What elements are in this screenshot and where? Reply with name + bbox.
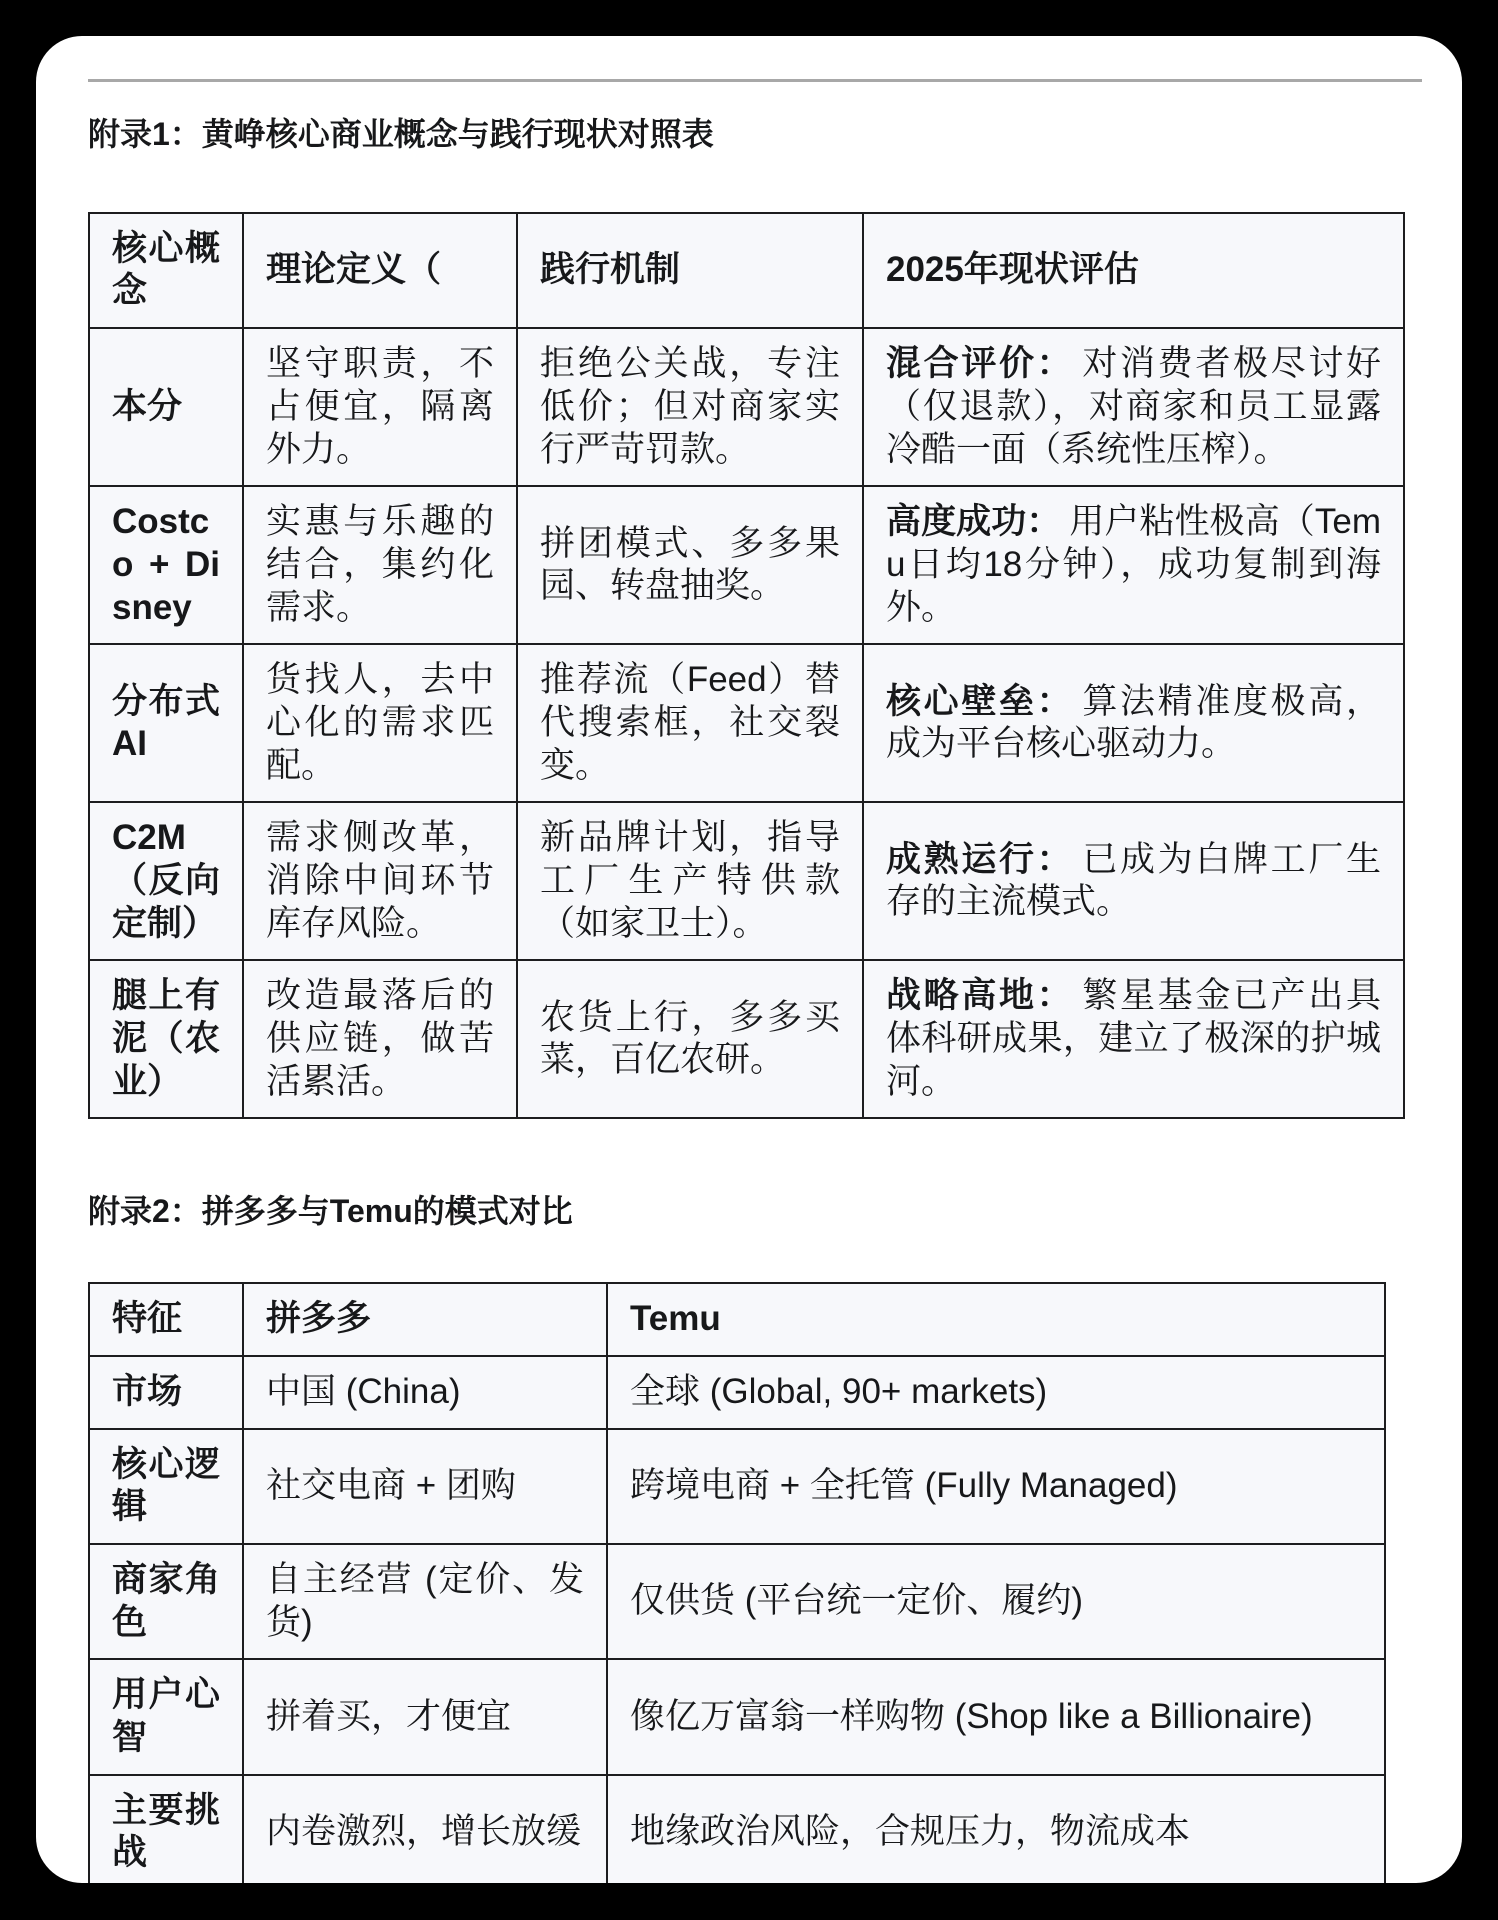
table-row	[89, 1356, 1385, 1429]
status-label: 混合评价：	[886, 344, 1075, 384]
status-cell	[863, 328, 1404, 486]
table-row	[89, 1775, 1385, 1883]
header-cell-mechanism: 践行机制	[517, 213, 863, 328]
table-row	[89, 328, 1404, 486]
status-label: 战略高地：	[886, 976, 1075, 1016]
feature-cell: 核心逻辑	[89, 1429, 243, 1544]
header-cell-definition: 理论定义（	[243, 213, 517, 328]
appendix1-title: 附录1：黄峥核心商业概念与践行现状对照表	[88, 116, 714, 152]
header-cell-temu: Temu	[607, 1283, 1385, 1356]
table-row	[89, 960, 1404, 1118]
status-cell	[863, 802, 1404, 960]
mechanism-cell: 农货上行，多多买菜，百亿农研。	[517, 960, 863, 1118]
header-cell-feature: 特征	[89, 1283, 243, 1356]
status-text: 用户粘性极高（Temu日均18分钟），成功复制到海外。	[886, 502, 1381, 627]
table-row	[89, 644, 1404, 802]
appendix2-title: 附录2：拼多多与Temu的模式对比	[88, 1193, 573, 1230]
status-text: 对消费者极尽讨好（仅退款），对商家和员工显露冷酷一面（系统性压榨）。	[886, 344, 1381, 469]
pdd-cell: 拼着买，才便宜	[243, 1659, 607, 1774]
status-label: 成熟运行：	[886, 839, 1075, 879]
temu-cell: 像亿万富翁一样购物 (Shop like a Billionaire)	[607, 1659, 1385, 1774]
concept-cell: 腿上有泥（农业）	[89, 960, 243, 1118]
temu-cell: 全球 (Global, 90+ markets)	[607, 1356, 1385, 1429]
definition-cell: 货找人，去中心化的需求匹配。	[243, 644, 517, 802]
mechanism-cell: 新品牌计划，指导工厂生产特供款（如家卫士）。	[517, 802, 863, 960]
table-header-row	[89, 1283, 1385, 1356]
table-row	[89, 1659, 1385, 1774]
definition-cell: 坚守职责，不占便宜，隔离外力。	[243, 328, 517, 486]
temu-cell: 仅供货 (平台统一定价、履约)	[607, 1544, 1385, 1659]
table-row	[89, 486, 1404, 644]
top-divider	[88, 79, 1422, 82]
status-text: 已成为白牌工厂生存的主流模式。	[886, 839, 1381, 922]
table-row	[89, 1544, 1385, 1659]
appendix2-table	[88, 1282, 1386, 1883]
feature-cell: 用户心智	[89, 1659, 243, 1774]
concept-cell: 分布式AI	[89, 644, 243, 802]
mechanism-cell: 推荐流（Feed）替代搜索框，社交裂变。	[517, 644, 863, 802]
concept-cell: C2M（反向定制）	[89, 802, 243, 960]
status-text: 繁星基金已产出具体科研成果，建立了极深的护城河。	[886, 976, 1381, 1101]
status-cell	[863, 644, 1404, 802]
concept-cell: Costco + Disney	[89, 486, 243, 644]
definition-cell: 改造最落后的供应链，做苦活累活。	[243, 960, 517, 1118]
definition-cell: 需求侧改革，消除中间环节库存风险。	[243, 802, 517, 960]
temu-cell: 地缘政治风险，合规压力，物流成本	[607, 1775, 1385, 1883]
feature-cell: 市场	[89, 1356, 243, 1429]
document-card	[36, 36, 1462, 1883]
status-cell	[863, 486, 1404, 644]
status-cell	[863, 960, 1404, 1118]
pdd-cell: 社交电商 + 团购	[243, 1429, 607, 1544]
status-label: 高度成功：	[886, 502, 1062, 542]
pdd-cell: 自主经营 (定价、发货)	[243, 1544, 607, 1659]
feature-cell: 主要挑战	[89, 1775, 243, 1883]
status-label: 核心壁垒：	[886, 681, 1075, 721]
pdd-cell: 内卷激烈，增长放缓	[243, 1775, 607, 1883]
temu-cell: 跨境电商 + 全托管 (Fully Managed)	[607, 1429, 1385, 1544]
mechanism-cell: 拼团模式、多多果园、转盘抽奖。	[517, 486, 863, 644]
table-header-row	[89, 213, 1404, 328]
status-text: 算法精准度极高，成为平台核心驱动力。	[886, 681, 1381, 764]
header-cell-status: 2025年现状评估	[863, 213, 1404, 328]
pdd-cell: 中国 (China)	[243, 1356, 607, 1429]
table-row	[89, 802, 1404, 960]
table-row	[89, 1429, 1385, 1544]
header-cell-concept: 核心概念	[89, 213, 243, 328]
appendix1-table	[88, 212, 1405, 1120]
definition-cell: 实惠与乐趣的结合，集约化需求。	[243, 486, 517, 644]
mechanism-cell: 拒绝公关战，专注低价；但对商家实行严苛罚款。	[517, 328, 863, 486]
concept-cell: 本分	[89, 328, 243, 486]
feature-cell: 商家角色	[89, 1544, 243, 1659]
header-cell-pdd: 拼多多	[243, 1283, 607, 1356]
